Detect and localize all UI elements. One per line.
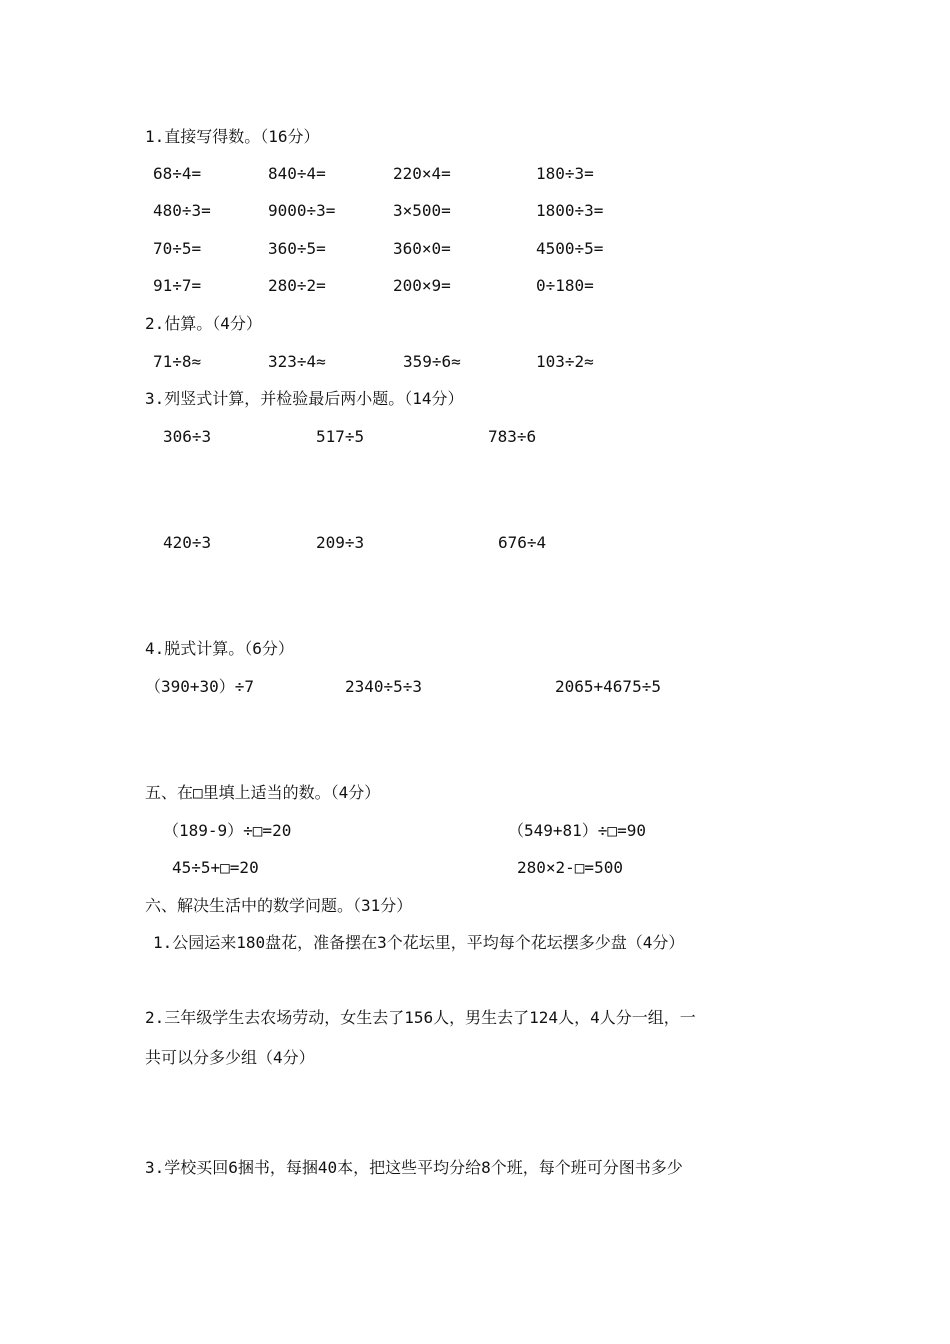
vertical-problem: 517÷5 <box>316 427 365 446</box>
oral-problem: 360÷5= <box>268 239 326 258</box>
vertical-problem: 306÷3 <box>163 427 212 446</box>
oral-problem: 3×500= <box>393 201 451 220</box>
oral-problem: 4500÷5= <box>536 239 604 258</box>
oral-problem: 480÷3= <box>153 201 211 220</box>
estimate-problem: 323÷4≈ <box>268 352 326 371</box>
stepwise-problem: 2340÷5÷3 <box>345 677 423 696</box>
oral-problem: 91÷7= <box>153 276 202 295</box>
oral-problem: 220×4= <box>393 164 451 183</box>
word-problem-1: 1.公园运来180盘花，准备摆在3个花坛里，平均每个花坛摆多少盘（4分） <box>153 933 685 952</box>
oral-problem: 280÷2= <box>268 276 326 295</box>
oral-problem: 0÷180= <box>536 276 594 295</box>
section1-heading: 1.直接写得数。（16分） <box>145 127 320 146</box>
oral-problem: 200×9= <box>393 276 451 295</box>
stepwise-problem: 2065+4675÷5 <box>555 677 661 696</box>
oral-problem: 9000÷3= <box>268 201 336 220</box>
section6-heading: 六、解决生活中的数学问题。（31分） <box>145 896 413 915</box>
vertical-problem: 420÷3 <box>163 533 212 552</box>
estimate-problem: 103÷2≈ <box>536 352 594 371</box>
fill-box-problem: （549+81）÷□=90 <box>508 821 646 840</box>
vertical-problem: 676÷4 <box>498 533 547 552</box>
section4-heading: 4.脱式计算。（6分） <box>145 639 294 658</box>
vertical-problem: 783÷6 <box>488 427 537 446</box>
vertical-problem: 209÷3 <box>316 533 365 552</box>
section3-heading: 3.列竖式计算，并检验最后两小题。（14分） <box>145 389 464 408</box>
stepwise-problem: （390+30）÷7 <box>145 677 255 696</box>
estimate-problem: 359÷6≈ <box>403 352 461 371</box>
word-problem-2-line1: 2.三年级学生去农场劳动，女生去了156人，男生去了124人，4人分一组，一 <box>145 1008 696 1027</box>
word-problem-2-line2: 共可以分多少组（4分） <box>145 1048 315 1067</box>
word-problem-3: 3.学校买回6捆书，每捆40本，把这些平均分给8个班，每个班可分图书多少 <box>145 1158 683 1177</box>
section2-heading: 2.估算。（4分） <box>145 314 262 333</box>
section5-heading: 五、在□里填上适当的数。（4分） <box>145 783 381 802</box>
oral-problem: 840÷4= <box>268 164 326 183</box>
fill-box-problem: 45÷5+□=20 <box>172 858 259 877</box>
estimate-problem: 71÷8≈ <box>153 352 202 371</box>
oral-problem: 1800÷3= <box>536 201 604 220</box>
oral-problem: 70÷5= <box>153 239 202 258</box>
oral-problem: 180÷3= <box>536 164 594 183</box>
oral-problem: 360×0= <box>393 239 451 258</box>
oral-problem: 68÷4= <box>153 164 202 183</box>
fill-box-problem: （189-9）÷□=20 <box>163 821 292 840</box>
fill-box-problem: 280×2-□=500 <box>517 858 623 877</box>
